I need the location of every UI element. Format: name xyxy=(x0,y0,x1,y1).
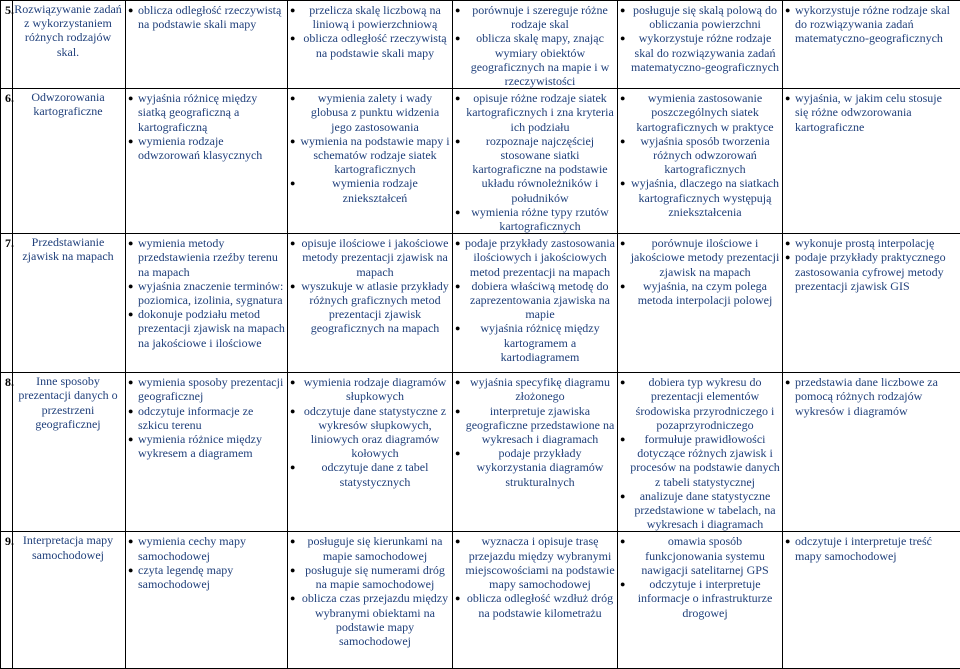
requirements-level-2 xyxy=(288,373,453,532)
requirement-item xyxy=(128,534,285,562)
topic-cell xyxy=(13,234,126,373)
table-row xyxy=(1,234,960,373)
requirement-text: ● dobiera typ wykresu do prezentacji elementów środowiska przyrodniczego i pozaprzyrodniczego xyxy=(630,375,780,432)
requirements-list xyxy=(455,236,615,364)
lesson-topic: Rozwiązywanie zadań z wykorzystaniem różnych rodzajów skal. xyxy=(13,1,125,59)
topic-cell xyxy=(13,89,126,234)
requirement-item xyxy=(290,134,450,177)
requirements-level-1 xyxy=(126,89,288,234)
requirement-text: ● wyjaśnia, na czym polega metoda interpolacji polowej xyxy=(630,279,780,307)
lesson-number: 9. xyxy=(1,532,13,669)
requirement-text: ● wymienia metody przedstawienia rzeźby terenu na mapach xyxy=(138,236,285,279)
requirements-list xyxy=(620,91,780,219)
requirement-text: ● porównuje ilościowe i jakościowe metody prezentacji zjawisk na mapach xyxy=(630,236,780,279)
requirement-text: ● podaje przykłady wykorzystania diagramów strukturalnych xyxy=(465,446,615,489)
requirements-list xyxy=(785,236,958,293)
requirement-text: ● wykonuje prostą interpolację xyxy=(795,236,958,250)
requirements-list xyxy=(128,91,285,162)
requirement-item xyxy=(290,3,450,31)
requirement-text: ● przedstawia dane liczbowe za pomocą różnych rodzajów wykresów i diagramów xyxy=(795,375,958,418)
requirement-item xyxy=(620,91,780,134)
requirements-list xyxy=(785,375,958,418)
requirements-level-1 xyxy=(126,532,288,669)
requirements-level-2 xyxy=(288,89,453,234)
requirements-level-4 xyxy=(618,532,783,669)
requirement-text: ● wymienia rodzaje odwzorowań klasycznych xyxy=(138,134,285,162)
requirement-text: ● czyta legendę mapy samochodowej xyxy=(138,563,285,591)
requirement-text: ● wyjaśnia, dlaczego na siatkach kartograficznych występują zniekształcenia xyxy=(630,176,780,219)
requirements-list xyxy=(785,91,958,134)
requirement-text: ● wymienia cechy mapy samochodowej xyxy=(138,534,285,562)
requirement-text: ● oblicza odległość rzeczywistą na podstawie skali mapy xyxy=(300,31,450,59)
requirement-text: ● wykorzystuje różne rodzaje skal do rozwiązywania zadań matematyczno-geograficznych xyxy=(630,31,780,74)
requirement-text: ● wymienia zastosowanie poszczególnych siatek kartograficznych w praktyce xyxy=(630,91,780,134)
topic-cell xyxy=(13,373,126,532)
requirements-list xyxy=(785,3,958,46)
requirement-item xyxy=(290,534,450,562)
requirement-item xyxy=(128,432,285,460)
requirement-text: ● wyjaśnia specyfikę diagramu złożonego xyxy=(465,375,615,403)
requirement-text: ● opisuje różne rodzaje siatek kartograficznych i zna kryteria ich podziału xyxy=(465,91,615,134)
requirement-text: ● formułuje prawidłowości dotyczące różnych zjawisk i procesów na podstawie danych z tabeli statystycznej xyxy=(630,432,780,489)
requirement-text: ● odczytuje i interpretuje informacje o infrastrukturze drogowej xyxy=(630,577,780,620)
requirements-level-1 xyxy=(126,373,288,532)
requirement-text: ● wymienia na podstawie mapy i schematów rodzaje siatek kartograficznych xyxy=(300,134,450,177)
lesson-topic: Inne sposoby prezentacji danych o przestrzeni geograficznej xyxy=(13,373,125,431)
requirement-item xyxy=(455,205,615,233)
requirements-level-4 xyxy=(618,1,783,89)
requirement-text: ● oblicza skalę mapy, znając wymiary obiektów geograficznych na mapie i w rzeczywistości xyxy=(465,31,615,88)
requirements-level-3 xyxy=(453,373,618,532)
requirement-text: ● wyjaśnia różnicę między kartogramem a kartodiagramem xyxy=(465,321,615,364)
lesson-topic: Przedstawianie zjawisk na mapach xyxy=(13,234,125,263)
requirements-level-5 xyxy=(783,532,960,669)
requirements-level-4 xyxy=(618,373,783,532)
requirement-item xyxy=(290,176,450,204)
requirements-level-2 xyxy=(288,532,453,669)
requirements-list xyxy=(455,375,615,489)
lesson-number: 5. xyxy=(1,1,13,89)
requirement-item xyxy=(290,91,450,134)
requirement-text: ● wymienia różne typy rzutów kartograficznych xyxy=(465,205,615,233)
requirement-text: ● wymienia rodzaje diagramów słupkowych xyxy=(300,375,450,403)
requirements-list xyxy=(620,534,780,619)
requirement-item xyxy=(620,577,780,620)
requirements-list xyxy=(128,3,285,31)
requirement-item xyxy=(128,134,285,162)
requirements-list xyxy=(290,375,450,489)
requirements-level-5 xyxy=(783,373,960,532)
requirement-item xyxy=(455,591,615,619)
requirement-item xyxy=(128,91,285,134)
topic-cell xyxy=(13,532,126,669)
requirement-item xyxy=(620,31,780,74)
requirement-text: ● omawia sposób funkcjonowania systemu nawigacji satelitarnej GPS xyxy=(630,534,780,577)
requirement-item xyxy=(620,3,780,31)
requirement-item xyxy=(128,563,285,591)
requirement-text: ● porównuje i szereguje różne rodzaje skal xyxy=(465,3,615,31)
requirements-level-1 xyxy=(126,1,288,89)
requirement-text: ● podaje przykłady praktycznego zastosowania cyfrowej metody prezentacji zjawisk GIS xyxy=(795,250,958,293)
requirement-item xyxy=(128,375,285,403)
requirements-list xyxy=(455,3,615,88)
requirement-item xyxy=(785,534,958,562)
requirement-text: ● wymienia zalety i wady globusa z punktu widzenia jego zastosowania xyxy=(300,91,450,134)
table-row xyxy=(1,373,960,532)
requirements-list xyxy=(620,375,780,531)
requirement-item xyxy=(620,134,780,177)
requirement-item xyxy=(455,321,615,364)
requirements-level-4 xyxy=(618,89,783,234)
requirements-list xyxy=(785,534,958,562)
requirement-text: ● rozpoznaje najczęściej stosowane siatki kartograficzne na podstawie układu równoleżników i południków xyxy=(465,134,615,205)
requirement-item xyxy=(455,279,615,322)
requirement-item xyxy=(290,563,450,591)
requirement-text: ● oblicza odległość wzdłuż dróg na podstawie kilometrażu xyxy=(465,591,615,619)
requirements-list xyxy=(128,236,285,350)
lesson-topic: Interpretacja mapy samochodowej xyxy=(13,532,125,561)
requirement-text: ● wymienia różnice między wykresem a diagramem xyxy=(138,432,285,460)
requirement-text: ● wyznacza i opisuje trasę przejazdu między wybranymi miejscowościami na podstawie mapy samochodowej xyxy=(465,534,615,591)
requirements-level-5 xyxy=(783,1,960,89)
requirement-text: ● wyszukuje w atlasie przykłady różnych graficznych metod prezentacji zjawisk geograficznych na mapach xyxy=(300,279,450,336)
requirement-text: ● wyjaśnia różnicę między siatką geograficzną a kartograficzną xyxy=(138,91,285,134)
lesson-topic: Odwzorowania kartograficzne xyxy=(13,89,125,118)
requirement-text: ● odczytuje dane z tabel statystycznych xyxy=(300,460,450,488)
requirement-item xyxy=(128,307,285,350)
requirement-item xyxy=(290,591,450,648)
requirement-text: ● posługuje się numerami dróg na mapie samochodowej xyxy=(300,563,450,591)
requirement-item xyxy=(290,279,450,336)
requirement-item xyxy=(455,31,615,88)
requirements-list xyxy=(290,3,450,60)
requirement-text: ● wyjaśnia, w jakim celu stosuje się różne odwzorowania kartograficzne xyxy=(795,91,958,134)
requirement-text: ● odczytuje informacje ze szkicu terenu xyxy=(138,404,285,432)
requirement-text: ● wyjaśnia znaczenie terminów: poziomica, izolinia, sygnatura xyxy=(138,279,285,307)
requirement-item xyxy=(620,489,780,532)
requirement-item xyxy=(455,375,615,403)
requirement-text: ● wyjaśnia sposób tworzenia różnych odwzorowań kartograficznych xyxy=(630,134,780,177)
requirement-text: ● opisuje ilościowe i jakościowe metody prezentacji zjawisk na mapach xyxy=(300,236,450,279)
requirement-item xyxy=(620,279,780,307)
lesson-number: 6. xyxy=(1,89,13,234)
table-row xyxy=(1,532,960,669)
requirement-item xyxy=(455,534,615,591)
requirement-text: ● oblicza czas przejazdu między wybranymi obiektami na podstawie mapy samochodowej xyxy=(300,591,450,648)
requirements-list xyxy=(128,375,285,460)
requirements-level-3 xyxy=(453,1,618,89)
requirement-text: ● dobiera właściwą metodę do zaprezentowania zjawiska na mapie xyxy=(465,279,615,322)
requirement-text: ● oblicza odległość rzeczywistą na podstawie skali mapy xyxy=(138,3,285,31)
requirement-item xyxy=(620,176,780,219)
requirement-item xyxy=(455,91,615,134)
requirement-item xyxy=(620,534,780,577)
requirement-item xyxy=(785,3,958,46)
requirements-list xyxy=(455,534,615,619)
requirement-item xyxy=(455,404,615,447)
requirements-level-5 xyxy=(783,89,960,234)
requirement-item xyxy=(785,250,958,293)
requirement-item xyxy=(455,446,615,489)
requirement-item xyxy=(455,134,615,205)
requirements-level-3 xyxy=(453,89,618,234)
requirements-level-3 xyxy=(453,532,618,669)
requirement-text: ● wymienia sposoby prezentacji geograficznej xyxy=(138,375,285,403)
table-row xyxy=(1,89,960,234)
requirement-text: ● posługuje się kierunkami na mapie samochodowej xyxy=(300,534,450,562)
topic-cell xyxy=(13,1,126,89)
requirement-item xyxy=(128,236,285,279)
requirements-list xyxy=(290,534,450,648)
requirements-level-3 xyxy=(453,234,618,373)
requirement-text: ● podaje przykłady zastosowania ilościowych i jakościowych metod prezentacji na mapach xyxy=(465,236,615,279)
table-row xyxy=(1,1,960,89)
requirements-level-2 xyxy=(288,1,453,89)
requirement-item xyxy=(290,375,450,403)
requirement-item xyxy=(785,236,958,250)
requirement-text: ● dokonuje podziału metod prezentacji zjawisk na mapach na jakościowe i ilościowe xyxy=(138,307,285,350)
requirement-item xyxy=(290,31,450,59)
requirement-text: ● interpretuje zjawiska geograficzne przedstawione na wykresach i diagramach xyxy=(465,404,615,447)
requirement-item xyxy=(290,236,450,279)
requirements-level-1 xyxy=(126,234,288,373)
requirements-list xyxy=(455,91,615,233)
requirement-item xyxy=(455,236,615,279)
requirement-item xyxy=(455,3,615,31)
requirements-list xyxy=(620,3,780,74)
lesson-number: 7. xyxy=(1,234,13,373)
requirement-text: ● analizuje dane statystyczne przedstawione w tabelach, na wykresach i diagramach xyxy=(630,489,780,532)
requirement-item xyxy=(620,375,780,432)
requirement-item xyxy=(785,91,958,134)
requirement-item xyxy=(620,432,780,489)
requirements-level-2 xyxy=(288,234,453,373)
requirement-item xyxy=(128,279,285,307)
requirement-text: ● posługuje się skalą polową do obliczania powierzchni xyxy=(630,3,780,31)
requirements-list xyxy=(128,534,285,591)
requirement-item xyxy=(290,404,450,461)
requirement-text: ● przelicza skalę liczbową na liniową i powierzchniową xyxy=(300,3,450,31)
requirement-item xyxy=(620,236,780,279)
requirement-text: ● wykorzystuje różne rodzaje skal do rozwiązywania zadań matematyczno-geograficznych xyxy=(795,3,958,46)
requirements-list xyxy=(290,91,450,205)
requirement-item xyxy=(290,460,450,488)
requirements-level-5 xyxy=(783,234,960,373)
requirements-list xyxy=(620,236,780,307)
lesson-number: 8. xyxy=(1,373,13,532)
requirement-text: ● odczytuje dane statystyczne z wykresów słupkowych, liniowych oraz diagramów kołowych xyxy=(300,404,450,461)
requirement-text: ● wymienia rodzaje zniekształceń xyxy=(300,176,450,204)
requirements-level-4 xyxy=(618,234,783,373)
requirement-item xyxy=(128,3,285,31)
requirements-list xyxy=(290,236,450,335)
requirement-item xyxy=(128,404,285,432)
requirement-item xyxy=(785,375,958,418)
requirement-text: ● odczytuje i interpretuje treść mapy samochodowej xyxy=(795,534,958,562)
